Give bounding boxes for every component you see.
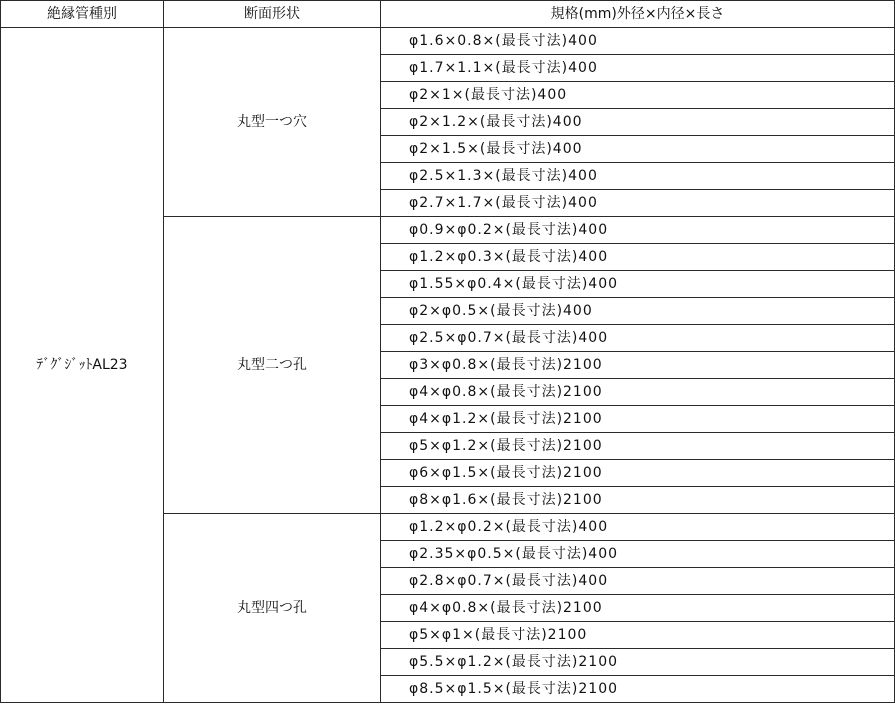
spec-cell: φ4×φ0.8×(最長寸法)2100 (381, 595, 895, 622)
spec-cell: φ6×φ1.5×(最長寸法)2100 (381, 460, 895, 487)
table-row (1, 28, 895, 55)
spec-cell: φ2×1.5×(最長寸法)400 (381, 136, 895, 163)
spec-cell: φ3×φ0.8×(最長寸法)2100 (381, 352, 895, 379)
table-header (1, 1, 895, 28)
header-row (1, 1, 895, 28)
cross-section-cell: 丸型四つ孔 (164, 514, 381, 703)
spec-cell: φ4×φ1.2×(最長寸法)2100 (381, 406, 895, 433)
spec-cell: φ1.2×φ0.3×(最長寸法)400 (381, 244, 895, 271)
cross-section-cell: 丸型一つ穴 (164, 28, 381, 217)
spec-cell: φ1.55×φ0.4×(最長寸法)400 (381, 271, 895, 298)
spec-cell: φ5×φ1×(最長寸法)2100 (381, 622, 895, 649)
spec-cell: φ2.5×φ0.7×(最長寸法)400 (381, 325, 895, 352)
spec-cell: φ2×1.2×(最長寸法)400 (381, 109, 895, 136)
spec-cell: φ8.5×φ1.5×(最長寸法)2100 (381, 676, 895, 703)
spec-cell: φ1.2×φ0.2×(最長寸法)400 (381, 514, 895, 541)
spec-cell: φ4×φ0.8×(最長寸法)2100 (381, 379, 895, 406)
spec-cell: φ2.35×φ0.5×(最長寸法)400 (381, 541, 895, 568)
spec-cell: φ2.5×1.3×(最長寸法)400 (381, 163, 895, 190)
spec-cell: φ2×1×(最長寸法)400 (381, 82, 895, 109)
spec-cell: φ2×φ0.5×(最長寸法)400 (381, 298, 895, 325)
table-body (1, 28, 895, 703)
cross-section-cell: 丸型二つ孔 (164, 217, 381, 514)
spec-cell: φ1.7×1.1×(最長寸法)400 (381, 55, 895, 82)
spec-cell: φ5×φ1.2×(最長寸法)2100 (381, 433, 895, 460)
header-specification: 規格(mm)外径×内径×長さ (381, 1, 895, 28)
header-insulation-type: 絶縁管種別 (1, 1, 164, 28)
spec-cell: φ8×φ1.6×(最長寸法)2100 (381, 487, 895, 514)
spec-cell: φ1.6×0.8×(最長寸法)400 (381, 28, 895, 55)
spec-cell: φ2.8×φ0.7×(最長寸法)400 (381, 568, 895, 595)
spec-cell: φ0.9×φ0.2×(最長寸法)400 (381, 217, 895, 244)
insulation-type-cell: ﾃﾞｸﾞｼﾞｯﾄAL23 (1, 28, 164, 703)
header-cross-section: 断面形状 (164, 1, 381, 28)
spec-cell: φ2.7×1.7×(最長寸法)400 (381, 190, 895, 217)
spec-cell: φ5.5×φ1.2×(最長寸法)2100 (381, 649, 895, 676)
